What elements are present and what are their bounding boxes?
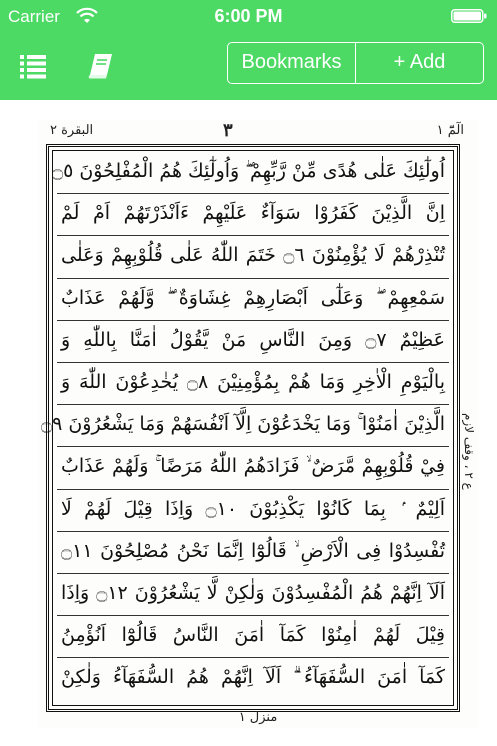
status-bar [0, 0, 497, 34]
line-divider [57, 657, 449, 658]
bookmarks-button[interactable]: Bookmarks [228, 43, 356, 83]
verse-line: اُولٰٓئِكَ عَلٰى هُدًى مِّنْ رَّبِّهِمْ ۖ وَاُولٰٓئِكَ هُمُ الْمُفْلِحُوْنَ ۝٥ [51, 160, 445, 182]
line-divider [57, 193, 449, 194]
book-icon[interactable] [86, 51, 116, 81]
verse-line: اِنَّ الَّذِيْنَ كَفَرُوْا سَوَآءٌ عَلَيْهِمْ ءَاَنْذَرْتَهُمْ اَمْ لَمْ [61, 202, 445, 225]
add-bookmark-button[interactable]: + Add [393, 51, 446, 73]
verse-line: اَلِيْمٌ ۢ بِمَا كَانُوْا يَكْذِبُوْنَ ۝١٠ وَاِذَا قِيْلَ لَهُمْ لَا [61, 497, 446, 520]
navigation-bar [0, 34, 497, 100]
manzil-footer: منزل ١ [238, 710, 278, 725]
line-divider [57, 404, 449, 405]
verse-line: فِيْ قُلُوْبِهِمْ مَّرَضٌ ۙ فَزَادَهُمُ اللّٰهُ مَرَضًا ۚ وَلَهُمْ عَذَابٌ [61, 455, 445, 478]
margin-note: ع ٢ ، وقف لازم [462, 413, 476, 490]
verse-line: كَمَآ اٰمَنَ السُّفَهَآءُ ۗ اَلَآ اِنَّهُمْ هُمُ السُّفَهَآءُ وَلٰكِنْ [61, 666, 445, 689]
page-frame [40, 144, 460, 712]
verse-line: الَّذِيْنَ اٰمَنُوْا ۚ وَمَا يَخْدَعُوْنَ اِلَّآ اَنْفُسَهُمْ وَمَا يَشْعُرُوْنَ ۝٩ [40, 413, 445, 436]
verse-line: تُفْسِدُوْا فِى الْاَرْضِ ۙ قَالُوْٓا اِنَّمَا نَحْنُ مُصْلِحُوْنَ ۝١١ [61, 539, 445, 562]
verse-line: عَظِيْمٌ ۝٧ وَمِنَ النَّاسِ مَنْ يَّقُوْلُ اٰمَنَّا بِاللّٰهِ وَ [61, 328, 445, 351]
line-divider [57, 320, 449, 321]
line-divider [57, 362, 449, 363]
line-divider [57, 615, 449, 616]
juz-label: الٓمّٓ ١ [436, 123, 464, 138]
verse-line: بِالْيَوْمِ الْاٰخِرِ وَمَا هُمْ بِمُؤْمِنِيْنَ ۝٨ يُخٰدِعُوْنَ اللّٰهَ وَ [61, 371, 445, 393]
line-divider [57, 278, 449, 279]
bookmark-segmented-control [227, 42, 484, 84]
line-divider [57, 531, 449, 532]
line-divider [57, 489, 449, 490]
verse-area [40, 150, 454, 706]
clock: 6:00 PM [214, 6, 283, 26]
list-icon[interactable] [18, 51, 48, 81]
verse-line: اَلَآ اِنَّهُمْ هُمُ الْمُفْسِدُوْنَ وَلٰكِنْ لَّا يَشْعُرُوْنَ ۝١٢ وَاِذَا [61, 582, 446, 604]
page-header [38, 120, 478, 144]
verse-line: سَمْعِهِمْ ۖ وَعَلٰٓى اَبْصَارِهِمْ غِشَاوَةٌ ۖ وَّلَهُمْ عَذَابٌ [61, 286, 445, 309]
verse-line: تُنْذِرْهُمْ لَا يُؤْمِنُوْنَ ۝٦ خَتَمَ اللّٰهُ عَلٰى قُلُوْبِهِمْ وَعَلٰى [61, 244, 445, 267]
verse-line: قِيْلَ لَهُمْ اٰمِنُوْا كَمَآ اٰمَنَ النَّاسُ قَالُوْٓا اَنُؤْمِنُ [61, 624, 445, 647]
line-divider [57, 446, 449, 447]
line-divider [57, 235, 449, 236]
battery-icon [451, 9, 487, 23]
page-number: ٣ [223, 120, 233, 141]
quran-page[interactable] [38, 120, 478, 728]
carrier-label: Carrier [8, 7, 60, 26]
surah-label: البقرة ٢ [50, 123, 94, 138]
line-divider [57, 573, 449, 574]
